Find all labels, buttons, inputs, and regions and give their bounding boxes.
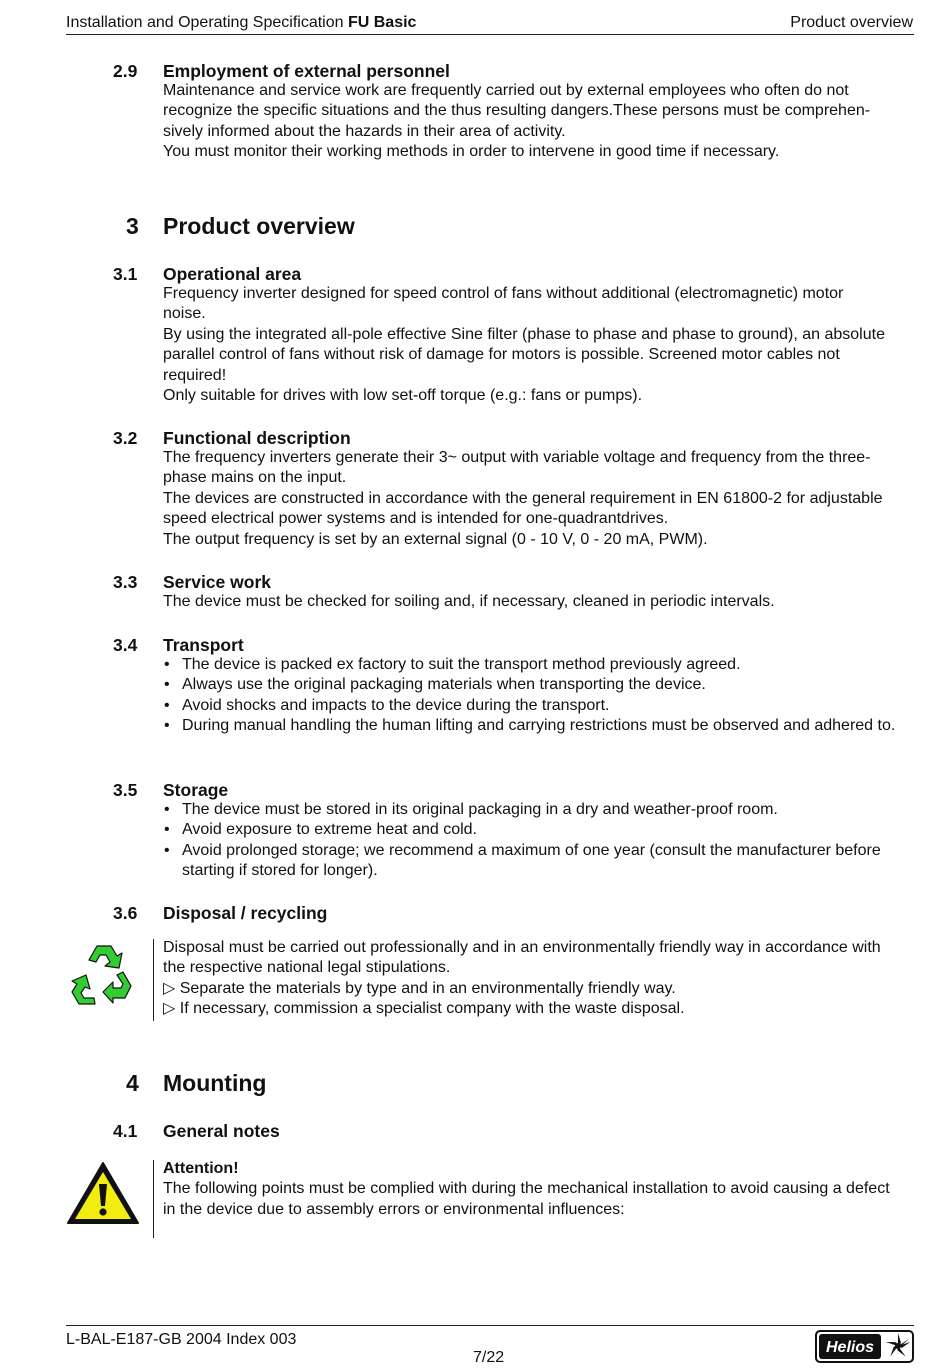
section-title: Functional description — [163, 428, 351, 448]
list-item: • The device is packed ex factory to suit the transport method previously agreed. — [163, 655, 915, 675]
bullet-list — [163, 655, 915, 737]
section-body — [163, 800, 915, 882]
chapter-number: 4 — [126, 1070, 139, 1096]
body-line: ▷ Separate the materials by type and in an environmentally friendly way. — [163, 979, 676, 997]
body-line: You must monitor their working methods in order to intervene in good time if necessary. — [163, 143, 780, 161]
body-line: ▷ If necessary, commission a specialist company with the waste disposal. — [163, 1000, 685, 1018]
chapter-title: Mounting — [163, 1070, 267, 1096]
body-line: The frequency inverters generate their 3~ output with variable voltage and frequency from the three- — [163, 449, 871, 466]
body-line: required! — [163, 366, 227, 384]
body-line: noise. — [163, 305, 206, 323]
section-number: 3.1 — [113, 264, 138, 284]
body-line: Maintenance and service work are frequently carried out by external employees who often do not — [163, 82, 849, 99]
page-number: 7/22 — [473, 1349, 505, 1366]
list-item: • The device must be stored in its original packaging in a dry and weather-proof room. — [163, 800, 915, 820]
body-line: parallel control of fans without risk of damage for motors is possible. Screened motor cables not — [163, 346, 840, 364]
body-line: recognize the specific situations and the thus resulting dangers.These persons must be comprehen- — [163, 102, 871, 120]
recycling-icon — [67, 940, 137, 1008]
section-number: 3.5 — [113, 780, 138, 800]
section-title: Operational area — [163, 264, 302, 284]
helios-logo — [815, 1328, 914, 1364]
list-item: • Always use the original packaging materials when transporting the device. — [163, 675, 915, 695]
body-line: Only suitable for drives with low set-off torque (e.g.: fans or pumps). — [163, 387, 643, 405]
body-line: The device must be checked for soiling and, if necessary, cleaned in periodic intervals. — [163, 593, 775, 610]
section-number: 3.3 — [113, 572, 138, 592]
warning-triangle-icon — [65, 1160, 141, 1226]
body-line: The output frequency is set by an external signal (0 - 10 V, 0 - 20 mA, PWM). — [163, 530, 708, 548]
attention-label: Attention! — [163, 1160, 239, 1177]
body-line: phase mains on the input. — [163, 469, 347, 487]
body-line: The devices are constructed in accordance with the general requirement in EN 61800-2 for adjustable — [163, 489, 883, 507]
section-number: 4.1 — [113, 1121, 138, 1141]
section-title: Employment of external personnel — [163, 61, 450, 81]
header-document-title — [66, 14, 416, 32]
header-title-prefix: Installation and Operating Specification — [66, 14, 344, 31]
body-line: Frequency inverter designed for speed control of fans without additional (electromagnetic) motor — [163, 285, 844, 302]
body-line: By using the integrated all-pole effective Sine filter (phase to phase and phase to ground), an absolute — [163, 325, 885, 343]
body-line: The following points must be complied with during the mechanical installation to avoid causing a defect — [163, 1180, 890, 1198]
note-divider — [153, 939, 154, 1021]
body-line: the respective national legal stipulations. — [163, 959, 451, 977]
section-body — [163, 448, 915, 550]
section-title: Storage — [163, 780, 229, 800]
section-number: 3.2 — [113, 428, 138, 448]
section-number: 3.4 — [113, 635, 138, 655]
section-number: 3.6 — [113, 903, 138, 923]
header-title-product: FU Basic — [347, 14, 417, 31]
helios-logo-text: Helios — [825, 1339, 875, 1356]
chapter-number: 3 — [126, 213, 139, 239]
section-title: Disposal / recycling — [163, 903, 328, 923]
body-line: in the device due to assembly errors or environmental influences: — [163, 1200, 625, 1218]
section-title: Transport — [163, 635, 244, 655]
section-body — [163, 284, 915, 406]
list-item: • Avoid shocks and impacts to the device during the transport. — [163, 696, 915, 716]
list-item: • Avoid exposure to extreme heat and cold. — [163, 820, 915, 840]
body-line: Disposal must be carried out professionally and in an environmentally friendly way in accordance with — [163, 939, 881, 956]
footer-divider — [66, 1325, 914, 1326]
list-item: • Avoid prolonged storage; we recommend a maximum of one year (consult the manufacturer before starting if stored for longer). — [163, 841, 915, 882]
chapter-title: Product overview — [163, 213, 355, 239]
section-body — [163, 655, 915, 737]
list-item: • During manual handling the human lifting and carrying restrictions must be observed and adhered to. — [163, 716, 915, 736]
section-body — [163, 1159, 915, 1220]
header-divider — [66, 34, 914, 35]
section-body — [163, 592, 915, 612]
bullet-list — [163, 800, 915, 882]
note-divider — [153, 1160, 154, 1238]
section-body — [163, 81, 915, 163]
section-number: 2.9 — [113, 61, 138, 81]
body-line: sively informed about the hazards in their area of activity. — [163, 122, 566, 140]
body-line: speed electrical power systems and is intended for one-quadrantdrives. — [163, 510, 669, 528]
section-title: General notes — [163, 1121, 280, 1141]
section-title: Service work — [163, 572, 271, 592]
header-section-name: Product overview — [790, 14, 913, 31]
section-body — [163, 938, 915, 1020]
footer-doc-reference: L-BAL-E187-GB 2004 Index 003 — [66, 1331, 297, 1348]
